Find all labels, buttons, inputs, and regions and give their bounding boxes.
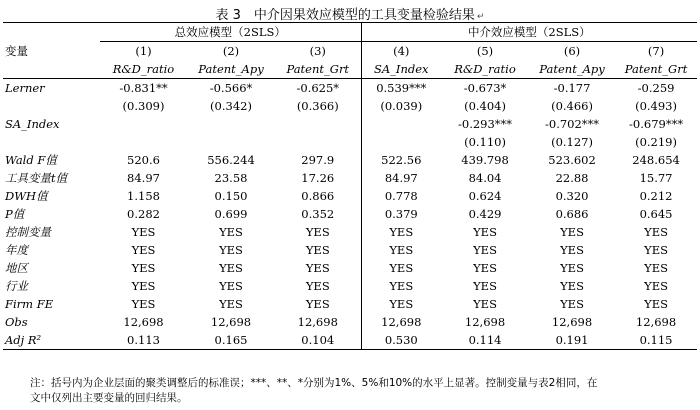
table-cell: (0.342) [210, 99, 252, 113]
table-row [3, 223, 697, 241]
table-cell: YES [131, 279, 156, 293]
column-number: (3) [275, 42, 361, 61]
table-cell: YES [473, 279, 497, 293]
table-cell: -0.831** [119, 81, 168, 95]
row-label [3, 97, 100, 115]
row-label: Wald F值 [5, 153, 57, 167]
table-row [3, 97, 697, 115]
table-cell: 23.58 [214, 171, 248, 185]
table-row [3, 169, 697, 187]
table-cell: 0.530 [361, 331, 441, 350]
table-cell: 556.244 [207, 153, 255, 167]
table-cell: YES [644, 279, 668, 293]
table-row [3, 313, 697, 331]
table-cell: YES [560, 261, 584, 275]
table-cell: 520.6 [127, 153, 160, 167]
table-cell: 0.150 [214, 189, 248, 203]
table-row [3, 187, 697, 205]
group-total-effect: 总效应模型（2SLS） [100, 23, 361, 42]
row-label: 工具变量t值 [5, 171, 68, 185]
table-cell: YES [275, 241, 361, 259]
table-cell: YES [389, 225, 414, 239]
table-cell: 22.88 [555, 171, 589, 185]
table-cell: 12,698 [123, 315, 164, 329]
table-cell: 0.866 [275, 187, 361, 205]
table-cell: YES [219, 243, 243, 257]
dependent-variable: Patent_Apy [187, 60, 275, 79]
table-cell: 1.158 [127, 189, 160, 203]
table-cell: 0.624 [468, 189, 502, 203]
table-caption [0, 4, 700, 23]
table-cell [100, 115, 187, 133]
table-cell: 0.429 [468, 207, 502, 221]
dependent-variable: Patent_Apy [529, 60, 615, 79]
table-cell: YES [131, 243, 156, 257]
table-cell [187, 115, 275, 133]
table-cell: 0.778 [384, 189, 418, 203]
table-cell: YES [219, 279, 243, 293]
table-row [3, 151, 697, 169]
table-cell: 0.104 [275, 331, 361, 350]
table-cell: YES [560, 297, 584, 311]
variable-header: 变量 [5, 43, 28, 58]
table-cell [361, 115, 441, 133]
dependent-variable: Patent_Grt [615, 60, 697, 79]
table-cell: (0.110) [464, 135, 506, 149]
column-number: (6) [563, 44, 581, 58]
table-cell: 0.212 [639, 189, 673, 203]
row-label: 控制变量 [5, 225, 51, 239]
table-cell: 0.379 [384, 207, 418, 221]
row-label: P值 [5, 207, 25, 221]
table-cell: 12,698 [464, 315, 506, 329]
table-cell: YES [473, 225, 497, 239]
table-row [3, 331, 697, 350]
table-cell: -0.259 [637, 81, 675, 95]
table-cell: 0.352 [275, 205, 361, 223]
table-title: 表 3 中介因果效应模型的工具变量检验结果 [215, 8, 475, 23]
table-cell: 84.97 [127, 171, 160, 185]
paragraph-mark-icon: ↵ [476, 12, 485, 22]
table-cell: 439.798 [461, 153, 509, 167]
group-mediation-effect: 中介效应模型（2SLS） [361, 23, 697, 42]
table-cell: 84.04 [468, 171, 502, 185]
table-cell: YES [560, 243, 584, 257]
row-label: 年度 [5, 243, 28, 257]
table-cell: 523.602 [548, 153, 596, 167]
table-cell: 0.539*** [376, 81, 427, 95]
table-cell: 17.26 [275, 169, 361, 187]
table-cell: 522.56 [381, 153, 422, 167]
dependent-variable: R&D_ratio [100, 60, 187, 79]
table-cell: YES [389, 261, 414, 275]
dependent-variable: SA_Index [361, 60, 441, 79]
table-cell: YES [473, 243, 497, 257]
table-cell: (0.219) [635, 135, 677, 149]
table-cell: YES [644, 225, 668, 239]
table-cell: (0.039) [380, 99, 423, 113]
row-label: 行业 [5, 279, 28, 293]
column-number-row [3, 42, 697, 61]
table-row [3, 259, 697, 277]
table-cell [100, 133, 187, 151]
table-cell: 0.115 [615, 331, 697, 350]
table-cell: 0.113 [100, 331, 187, 350]
table-cell: 0.282 [127, 207, 160, 221]
table-cell: 15.77 [639, 171, 673, 185]
table-cell: 0.165 [187, 331, 275, 350]
table-cell: (0.493) [635, 99, 677, 113]
table-cell: YES [389, 279, 414, 293]
table-cell: YES [473, 297, 497, 311]
table-cell: 12,698 [210, 315, 252, 329]
table-cell: (0.309) [122, 99, 165, 113]
table-cell: YES [219, 297, 243, 311]
table-cell: 0.699 [214, 207, 248, 221]
table-cell: 0.645 [639, 207, 673, 221]
table-cell: YES [219, 225, 243, 239]
table-cell: YES [275, 259, 361, 277]
table-cell: YES [275, 277, 361, 295]
row-label [3, 133, 100, 151]
table-cell: YES [131, 261, 156, 275]
table-row [3, 115, 697, 133]
row-label: Obs [5, 315, 28, 329]
table-cell: 0.114 [441, 331, 529, 350]
table-cell [275, 115, 361, 133]
row-label: SA_Index [5, 117, 60, 131]
table-cell: 297.9 [275, 151, 361, 169]
table-cell: YES [131, 297, 156, 311]
table-cell: -0.566* [209, 81, 253, 95]
results-table [3, 22, 697, 350]
row-label: Adj R² [3, 331, 100, 350]
table-cell [275, 133, 361, 151]
table-cell: -0.625* [275, 79, 361, 98]
table-cell: 248.654 [632, 153, 680, 167]
table-cell: -0.673* [463, 81, 507, 95]
table-cell: YES [560, 279, 584, 293]
table-cell: (0.466) [551, 99, 593, 113]
table-cell: 12,698 [635, 315, 677, 329]
table-cell: YES [644, 243, 668, 257]
table-row [3, 133, 697, 151]
table-cell: YES [275, 295, 361, 313]
table-row [3, 295, 697, 313]
column-number: (5) [476, 44, 494, 58]
table-cell: 84.97 [384, 171, 418, 185]
table-row [3, 205, 697, 223]
table-row [3, 79, 697, 98]
table-cell: (0.127) [551, 135, 593, 149]
row-label: DWH值 [5, 189, 48, 203]
table-cell: YES [389, 243, 414, 257]
table-cell: 12,698 [275, 313, 361, 331]
table-cell: 0.320 [555, 189, 589, 203]
table-row [3, 241, 697, 259]
row-label: 地区 [5, 261, 28, 275]
row-label: Lerner [5, 81, 45, 95]
column-number: (4) [393, 44, 410, 58]
table-cell: YES [275, 223, 361, 241]
table-cell: (0.404) [464, 99, 506, 113]
table-cell: -0.679*** [629, 117, 684, 131]
table-note [30, 376, 690, 406]
table-cell: 0.686 [555, 207, 589, 221]
dependent-variable: Patent_Grt [275, 60, 361, 79]
row-label: Firm FE [5, 297, 54, 311]
empty-dep-label [3, 60, 100, 79]
note-line-1: 注：括号内为企业层面的聚类调整后的标准误；***、**、*分别为1%、5%和10%的水平上显著。控制变量与表2相同，在 [30, 377, 598, 389]
table-cell: YES [644, 261, 668, 275]
table-cell: YES [473, 261, 497, 275]
table-cell: YES [560, 225, 584, 239]
column-number: (1) [135, 44, 152, 58]
group-header-row [3, 23, 697, 42]
column-number: (7) [647, 44, 665, 58]
table-cell: (0.366) [275, 97, 361, 115]
column-number: (2) [222, 44, 240, 58]
table-cell: YES [219, 261, 243, 275]
table-cell: YES [131, 225, 156, 239]
dependent-variable: R&D_ratio [441, 60, 529, 79]
empty-corner [3, 23, 100, 42]
table-row [3, 277, 697, 295]
table-cell: YES [389, 297, 414, 311]
table-cell: -0.702*** [545, 117, 600, 131]
dependent-variable-row [3, 60, 697, 79]
note-line-2: 文中仅列出主要变量的回归结果。 [30, 392, 188, 404]
table-cell: 12,698 [551, 315, 593, 329]
table-cell [187, 133, 275, 151]
table-cell [361, 133, 441, 151]
table-cell: 0.191 [529, 331, 615, 350]
table-cell: 12,698 [381, 315, 422, 329]
table-cell: YES [644, 297, 668, 311]
table-cell: -0.293*** [458, 117, 513, 131]
table-cell: -0.177 [553, 81, 591, 95]
